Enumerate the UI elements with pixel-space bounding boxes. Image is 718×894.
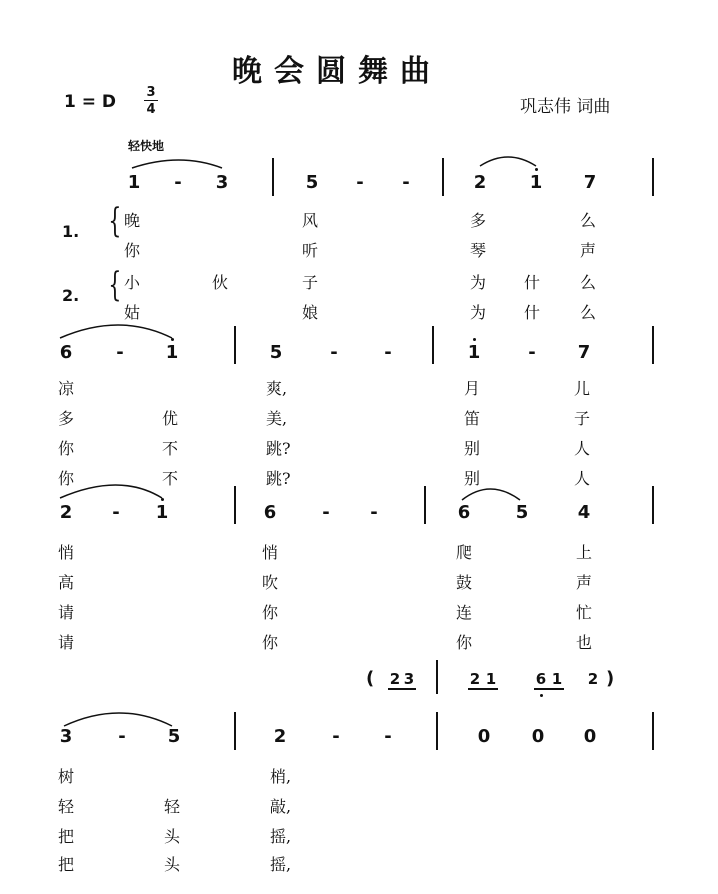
- interlude-note: 1: [551, 670, 563, 688]
- barline: [432, 326, 434, 364]
- brace-icon: {: [108, 265, 122, 305]
- barline: [234, 712, 236, 750]
- lyric: 敲,: [270, 797, 292, 816]
- lyric: 儿: [574, 379, 591, 398]
- octave-dot: [535, 168, 538, 171]
- note-dash: -: [384, 726, 392, 747]
- lyric: 笛: [464, 409, 481, 428]
- lyric: 高: [58, 573, 75, 592]
- lyric: 声: [576, 573, 593, 592]
- rest: 0: [477, 726, 491, 747]
- lyric: 什: [524, 303, 541, 322]
- time-signature-top: 3: [146, 85, 156, 100]
- note: 5: [269, 342, 283, 363]
- barline: [652, 158, 654, 196]
- note: 3: [215, 172, 229, 193]
- note-dash: -: [332, 726, 340, 747]
- barline: [436, 660, 438, 694]
- lyric: 别: [464, 439, 481, 458]
- lyric: 听: [302, 241, 319, 260]
- lyric: 什: [524, 273, 541, 292]
- note-dash: -: [330, 342, 338, 363]
- lyric: 么: [580, 273, 597, 292]
- interlude-note: 3: [403, 670, 415, 688]
- note: 6: [457, 502, 471, 523]
- interlude-open-paren: (: [366, 668, 375, 689]
- lyric: 连: [456, 603, 473, 622]
- lyric: 忙: [576, 603, 593, 622]
- lyric: 优: [162, 409, 179, 428]
- lyric: 你: [58, 439, 75, 458]
- lyric: 轻: [164, 797, 181, 816]
- lyric: 子: [574, 409, 591, 428]
- interlude-note: 1: [485, 670, 497, 688]
- lyric: 娘: [302, 303, 319, 322]
- barline: [442, 158, 444, 196]
- slur: [462, 489, 520, 500]
- note: 2: [273, 726, 287, 747]
- note: 4: [577, 502, 591, 523]
- lyric: 姑: [124, 303, 141, 322]
- interlude-note: 2: [469, 670, 481, 688]
- note-dash: -: [116, 342, 124, 363]
- lyric: 子: [302, 273, 319, 292]
- note-dash: -: [528, 342, 536, 363]
- lyric-cropped: 头: [164, 855, 181, 874]
- barline: [234, 486, 236, 524]
- lyric: 摇,: [270, 827, 292, 846]
- brace-icon: {: [108, 201, 122, 241]
- lyric: 为: [470, 273, 487, 292]
- lyric: 你: [262, 633, 279, 652]
- composer-credit: 巩志伟 词曲: [520, 97, 611, 117]
- song-title: 晚会圆舞曲: [232, 54, 442, 89]
- lyric: 你: [124, 241, 141, 260]
- lyric: 多: [470, 211, 487, 230]
- barline: [234, 326, 236, 364]
- barline: [436, 712, 438, 750]
- note-dash: -: [402, 172, 410, 193]
- note-dash: -: [356, 172, 364, 193]
- note: 6: [263, 502, 277, 523]
- note-dash: -: [370, 502, 378, 523]
- barline: [652, 326, 654, 364]
- lyric: 爽,: [266, 379, 288, 398]
- lyric: 小: [124, 273, 141, 292]
- verse-label: 1.: [62, 222, 80, 241]
- note: 7: [577, 342, 591, 363]
- lyric: 凉: [58, 379, 75, 398]
- tempo-marking: 轻快地: [128, 139, 165, 153]
- lyric: 月: [464, 379, 481, 398]
- lyric: 晚: [124, 211, 141, 230]
- note: 6: [59, 342, 73, 363]
- note: 5: [167, 726, 181, 747]
- interlude-close-paren: ): [606, 668, 615, 689]
- key-signature: 1 = D: [64, 92, 117, 112]
- interlude-note: 2: [587, 670, 599, 688]
- lyric: 伙: [212, 273, 229, 292]
- barline: [424, 486, 426, 524]
- lyric: 美,: [266, 409, 288, 428]
- lyric: 上: [576, 543, 593, 562]
- barline: [652, 712, 654, 750]
- note-high: 1: [155, 502, 169, 523]
- slur: [480, 157, 536, 166]
- lyric: 把: [58, 827, 75, 846]
- time-signature-bottom: 4: [146, 102, 156, 117]
- lyric: 吹: [262, 573, 279, 592]
- octave-dot: [171, 338, 174, 341]
- lyric: 人: [574, 439, 591, 458]
- lyric: 请: [58, 633, 75, 652]
- octave-dot: [161, 498, 164, 501]
- lyric: 悄: [262, 543, 279, 562]
- lyric: 梢,: [270, 767, 292, 786]
- lyric: 不: [162, 469, 179, 488]
- lyric: 不: [162, 439, 179, 458]
- lyric: 么: [580, 211, 597, 230]
- barline: [272, 158, 274, 196]
- lyric: 你: [456, 633, 473, 652]
- lyric: 人: [574, 469, 591, 488]
- slur: [64, 713, 172, 726]
- lyric: 多: [58, 409, 75, 428]
- lyric: 悄: [58, 543, 75, 562]
- note-dash: -: [322, 502, 330, 523]
- lyric: 你: [58, 469, 75, 488]
- lyric: 树: [58, 767, 75, 786]
- note: 5: [305, 172, 319, 193]
- lyric: 风: [302, 211, 319, 230]
- lyric-cropped: 摇,: [270, 855, 292, 874]
- low-octave-dot: [540, 694, 543, 697]
- slur: [60, 485, 162, 498]
- lyric: 为: [470, 303, 487, 322]
- lyric: 声: [580, 241, 597, 260]
- note: 2: [59, 502, 73, 523]
- note: 7: [583, 172, 597, 193]
- lyric: 跳?: [266, 469, 291, 488]
- beam-underline: [468, 688, 498, 690]
- note-high: 1: [529, 172, 543, 193]
- beam-underline: [534, 688, 564, 690]
- note-dash: -: [118, 726, 126, 747]
- note: 5: [515, 502, 529, 523]
- barline: [652, 486, 654, 524]
- lyric-cropped: 把: [58, 855, 75, 874]
- lyric: 轻: [58, 797, 75, 816]
- rest: 0: [583, 726, 597, 747]
- lyric: 头: [164, 827, 181, 846]
- lyric: 跳?: [266, 439, 291, 458]
- lyric: 你: [262, 603, 279, 622]
- note-dash: -: [174, 172, 182, 193]
- note-dash: -: [384, 342, 392, 363]
- verse-label: 2.: [62, 286, 80, 305]
- interlude-note: 2: [389, 670, 401, 688]
- lyric: 鼓: [456, 573, 473, 592]
- octave-dot: [473, 338, 476, 341]
- note: 3: [59, 726, 73, 747]
- lyric: 么: [580, 303, 597, 322]
- note: 1: [127, 172, 141, 193]
- lyric: 琴: [470, 241, 487, 260]
- note-dash: -: [112, 502, 120, 523]
- note-high: 1: [165, 342, 179, 363]
- slur: [60, 325, 172, 338]
- rest: 0: [531, 726, 545, 747]
- note: 2: [473, 172, 487, 193]
- lyric: 也: [576, 633, 593, 652]
- lyric: 别: [464, 469, 481, 488]
- lyric: 爬: [456, 543, 473, 562]
- interlude-note: 6: [535, 670, 547, 688]
- beam-underline: [388, 688, 416, 690]
- lyric: 请: [58, 603, 75, 622]
- note-high: 1: [467, 342, 481, 363]
- slur: [132, 160, 222, 168]
